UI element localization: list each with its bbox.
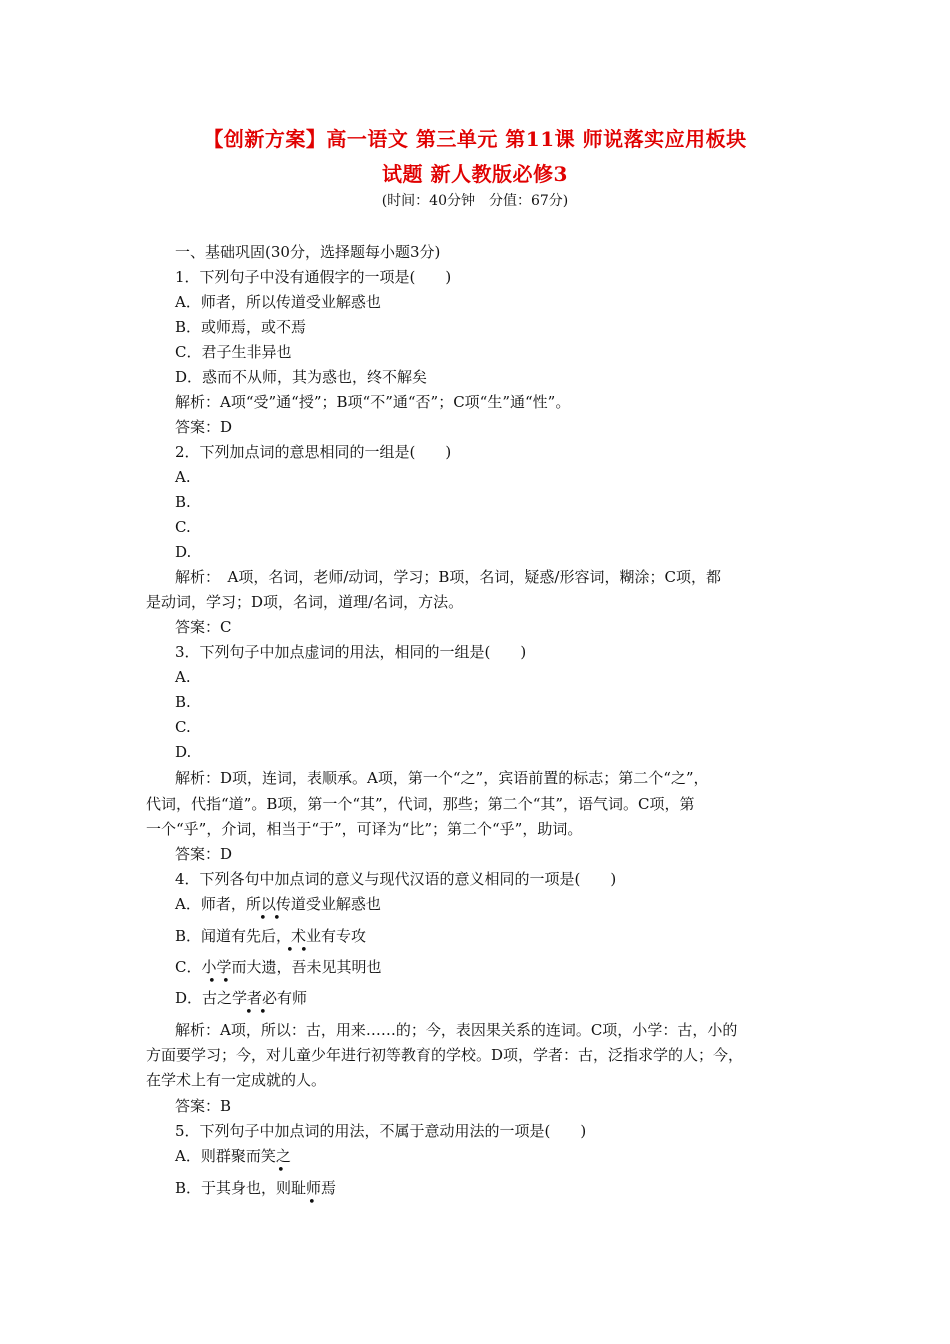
question-2: 2．下列加点词的意思相同的一组是( ) xyxy=(175,443,452,461)
option-b: B. xyxy=(175,493,191,511)
option-c: C．小学而大遗，吾未见其明也 xyxy=(175,958,382,976)
emphasis-dot-icon: • xyxy=(277,1163,285,1178)
question-3: 3．下列句子中加点虚词的用法，相同的一组是( ) xyxy=(175,643,527,661)
option-a: A．师者，所以传道受业解惑也 xyxy=(175,293,381,311)
analysis-line: 解析：A项，所以：古，用来……的；今，表因果关系的连词。C项，小学：古，小的 xyxy=(175,1021,738,1039)
option-b: B．闻道有先后，术业有专攻 xyxy=(175,927,367,945)
emphasis-dot-icon: • xyxy=(222,974,230,989)
question-1: 1．下列句子中没有通假字的一项是( ) xyxy=(175,268,452,286)
document-title: 【创新方案】高一语文 第三单元 第11课 师说落实应用板块 xyxy=(203,127,747,151)
analysis-line: 在学术上有一定成就的人。 xyxy=(146,1071,327,1089)
emphasis-dot-icon: • xyxy=(300,943,308,958)
option-c: C．君子生非异也 xyxy=(175,343,292,361)
option-d: D．古之学者必有师 xyxy=(175,989,308,1007)
answer-line: 答案：B xyxy=(175,1097,232,1115)
emphasis-dot-icon: • xyxy=(259,911,267,926)
emphasis-dot-icon: • xyxy=(286,943,294,958)
emphasis-dot-icon: • xyxy=(245,1005,253,1020)
analysis-line: 是动词，学习；D项，名词，道理/名词，方法。 xyxy=(146,593,464,611)
answer-line: 答案：D xyxy=(175,418,233,436)
option-a: A. xyxy=(175,468,191,486)
question-5: 5．下列句子中加点词的用法，不属于意动用法的一项是( ) xyxy=(175,1122,587,1140)
emphasis-dot-icon: • xyxy=(273,911,281,926)
exam-time-score: (时间：40分钟 分值：67分) xyxy=(381,193,569,209)
option-d: D. xyxy=(175,743,192,761)
answer-line: 答案：C xyxy=(175,618,232,636)
option-a: A. xyxy=(175,668,191,686)
question-4: 4．下列各句中加点词的意义与现代汉语的意义相同的一项是( ) xyxy=(175,870,617,888)
analysis-line: 解析： A项，名词，老师/动词，学习；B项，名词，疑惑/形容词，糊涂；C项，都 xyxy=(175,568,721,586)
analysis-line: 解析：A项“受”通“授”；B项“不”通“否”；C项“生”通“性”。 xyxy=(175,393,571,411)
option-c: C. xyxy=(175,718,191,736)
emphasis-dot-icon: • xyxy=(308,1195,316,1210)
option-c: C. xyxy=(175,518,191,536)
emphasis-dot-icon: • xyxy=(208,974,216,989)
document-subtitle: 试题 新人教版必修3 xyxy=(382,162,568,186)
analysis-line: 方面要学习；今，对儿童少年进行初等教育的学校。D项，学者：古，泛指求学的人；今， xyxy=(146,1046,744,1064)
option-d: D．惑而不从师，其为惑也，终不解矣 xyxy=(175,368,428,386)
section-heading: 一、基础巩固(30分，选择题每小题3分) xyxy=(175,243,441,261)
option-a: A．师者，所以传道受业解惑也 xyxy=(175,895,381,913)
emphasis-dot-icon: • xyxy=(259,1005,267,1020)
analysis-line: 一个“乎”，介词，相当于“于”，可译为“比”；第二个“乎”，助词。 xyxy=(146,820,583,838)
option-a: A．则群聚而笑之 xyxy=(175,1147,291,1165)
option-b: B．或师焉，或不焉 xyxy=(175,318,307,336)
analysis-line: 代词，代指“道”。B项，第一个“其”，代词，那些；第二个“其”，语气词。C项，第 xyxy=(146,795,695,813)
option-d: D. xyxy=(175,543,192,561)
option-b: B. xyxy=(175,693,191,711)
answer-line: 答案：D xyxy=(175,845,233,863)
option-b: B．于其身也，则耻师焉 xyxy=(175,1179,337,1197)
analysis-line: 解析：D项，连词，表顺承。A项，第一个“之”，宾语前置的标志；第二个“之”， xyxy=(175,769,709,787)
